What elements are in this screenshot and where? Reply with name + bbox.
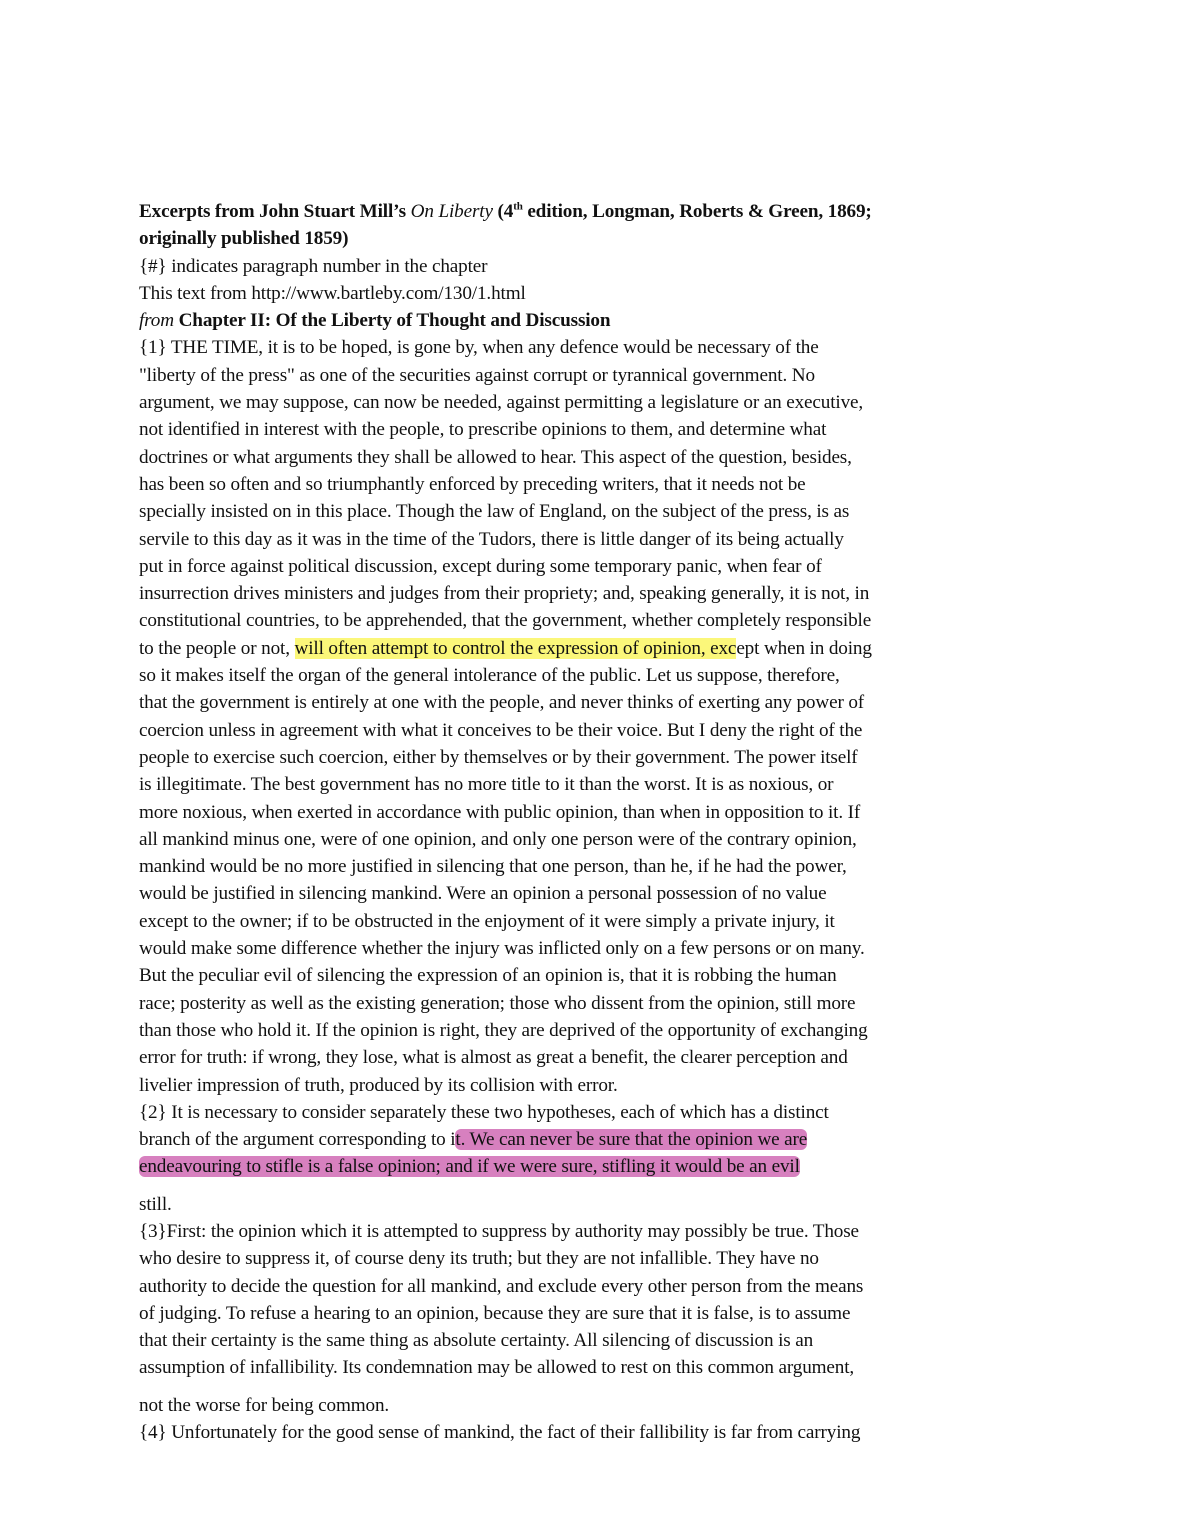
text-line: insurrection drives ministers and judges from their propriety; and, speaking generally, it is not, in (139, 583, 870, 605)
text-line: But the peculiar evil of silencing the expression of an opinion is, that it is robbing the human (139, 965, 837, 987)
paragraph-2 (139, 1099, 1069, 1218)
text-line: all mankind minus one, were of one opinion, and only one person were of the contrary opinion, (139, 828, 857, 850)
text-line: more noxious, when exerted in accordance with public opinion, than when in opposition to it. If (139, 801, 861, 823)
text-segment: ept when in doing (736, 637, 872, 659)
paragraph-number-note: {#} indicates paragraph number in the chapter (139, 255, 488, 277)
text-line: except to the owner; if to be obstructed in the enjoyment of it were simply a private injury, it (139, 910, 835, 932)
paragraph-4 (139, 1419, 1069, 1446)
text-line: {1} THE TIME, it is to be hoped, is gone by, when any defence would be necessary of the (139, 337, 819, 359)
text-line: that their certainty is the same thing as absolute certainty. All silencing of discussion is an (139, 1330, 814, 1352)
text-line: {3}First: the opinion which it is attempted to suppress by authority may possibly be true. Those (139, 1220, 859, 1242)
paragraph-1 (139, 334, 1069, 1098)
text-line: mankind would be no more justified in silencing that one person, than he, if he had the power, (139, 856, 847, 878)
pink-highlight[interactable]: endeavouring to stifle is a false opinion; and if we were sure, stifling it would be an evil (139, 1156, 800, 1178)
text-line: would make some difference whether the injury was inflicted only on a few persons or on many. (139, 938, 865, 960)
text-line: people to exercise such coercion, either by themselves or by their government. The power itself (139, 746, 858, 768)
paragraph-3 (139, 1218, 1069, 1419)
chapter-title: Chapter II: Of the Liberty of Thought and Discussion (178, 310, 611, 332)
heading-edition: (4 (492, 201, 514, 222)
text-line (139, 1153, 1069, 1180)
source-note: This text from http://www.bartleby.com/130/1.html (139, 282, 526, 304)
text-line: has been so often and so triumphantly enforced by preceding writers, that it needs not be (139, 473, 806, 495)
heading-author: Excerpts from John Stuart Mill’s (139, 201, 411, 222)
text-line: doctrines or what arguments they shall be allowed to hear. This aspect of the question, besides, (139, 446, 852, 468)
text-line: argument, we may suppose, can now be needed, against permitting a legislature or an executive, (139, 392, 864, 414)
text-line: assumption of infallibility. Its condemnation may be allowed to rest on this common argument, (139, 1357, 855, 1379)
text-line: than those who hold it. If the opinion is right, they are deprived of the opportunity of exchanging (139, 1019, 868, 1041)
heading-edition-sup: th (513, 200, 523, 213)
text-line: that the government is entirely at one with the people, and never thinks of exerting any power of (139, 692, 865, 714)
text-line (139, 635, 1069, 662)
text-line: of judging. To refuse a hearing to an opinion, because they are sure that it is false, is to assume (139, 1302, 851, 1324)
document-page (139, 198, 1069, 1446)
text-line: authority to decide the question for all mankind, and exclude every other person from the means (139, 1275, 864, 1297)
chapter-prefix: from (139, 310, 174, 332)
text-segment: branch of the argument corresponding to i (139, 1129, 456, 1151)
text-line: servile to this day as it was in the time of the Tudors, there is little danger of its being actually (139, 528, 844, 550)
text-line: who desire to suppress it, of course deny its truth; but they are not infallible. They have no (139, 1248, 819, 1270)
heading-publisher: edition, Longman, Roberts & Green, 1869; (522, 201, 872, 222)
text-line: error for truth: if wrong, they lose, what is almost as great a benefit, the clearer perception and (139, 1047, 848, 1069)
text-line: {4} Unfortunately for the good sense of mankind, the fact of their fallibility is far from carrying (139, 1422, 861, 1444)
text-line: still. (139, 1193, 172, 1215)
chapter-heading (139, 307, 1069, 334)
text-line: not identified in interest with the people, to prescribe opinions to them, and determine what (139, 419, 827, 441)
text-line: would be justified in silencing mankind. Were an opinion a personal possession of no value (139, 883, 827, 905)
text-line: livelier impression of truth, produced by its collision with error. (139, 1074, 618, 1096)
text-line: constitutional countries, to be apprehended, that the government, whether completely responsible (139, 610, 872, 632)
document-heading (139, 198, 1069, 225)
text-segment: to the people or not, (139, 637, 295, 659)
heading-book-title: On Liberty (410, 201, 493, 222)
text-line: not the worse for being common. (139, 1394, 390, 1416)
text-line: put in force against political discussion, except during some temporary panic, when fear of (139, 555, 822, 577)
yellow-highlight[interactable]: will often attempt to control the expression of opinion, exc (294, 637, 737, 659)
text-line: "liberty of the press" as one of the securities against corrupt or tyrannical government. No (139, 364, 815, 386)
text-line: is illegitimate. The best government has no more title to it than the worst. It is as noxious, or (139, 774, 834, 796)
pink-highlight[interactable]: t. We can never be sure that the opinion we are (455, 1129, 808, 1151)
text-line: race; posterity as well as the existing generation; those who dissent from the opinion, still more (139, 992, 856, 1014)
heading-line-2: originally published 1859) (139, 228, 349, 250)
text-line: so it makes itself the organ of the general intolerance of the public. Let us suppose, therefore, (139, 665, 840, 687)
text-line (139, 1126, 1069, 1153)
text-line: specially insisted on in this place. Though the law of England, on the subject of the press, is as (139, 501, 850, 523)
text-line: coercion unless in agreement with what it conceives to be their voice. But I deny the right of the (139, 719, 863, 741)
text-line: {2} It is necessary to consider separately these two hypotheses, each of which has a distinct (139, 1101, 829, 1123)
